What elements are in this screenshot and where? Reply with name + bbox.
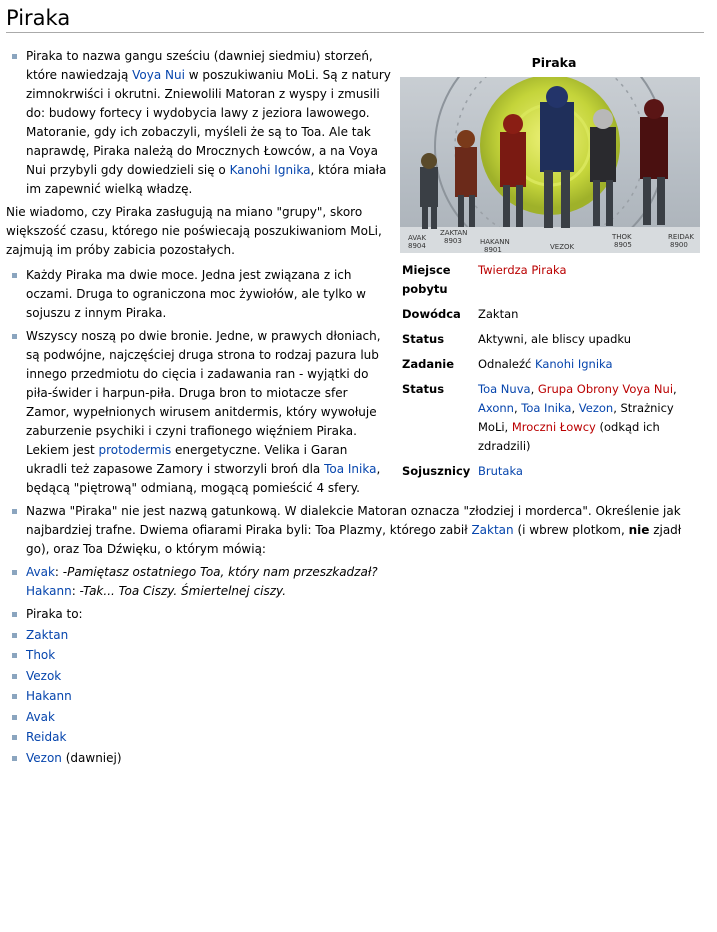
link[interactable]: Toa Inika [324, 462, 377, 476]
member-link[interactable]: Vezok [26, 668, 62, 683]
svg-text:8905: 8905 [614, 241, 632, 249]
quote-text: -Pamiętasz ostatniego Toa, który nam przeszkadzał? [62, 565, 378, 579]
link[interactable]: Brutaka [478, 464, 523, 478]
link[interactable]: Grupa Obrony Voya Nui [537, 382, 674, 396]
paragraph: Nie wiadomo, czy Piraka zasługują na miano "grupy", skoro większość czasu, którego nie poświecają poszukiwaniom MoLi, zajmują im próby zabicia pozostałych. [6, 205, 382, 257]
link[interactable]: Axonn [478, 401, 514, 415]
infobox-key: Zadanie [402, 357, 455, 371]
link[interactable]: Kanohi Ignika [229, 163, 311, 177]
list-item: Nazwa "Piraka" nie jest nazwą gatunkową. W dialekcie Matoran oznacza "złodziej i morderca". Określenie jak najbardziej trafne. Dwiema ofiarami Piraka byli: Toa Plazmy, którego zabił Zaktan (i wbrew plotkom, nie zjadł go), oraz Toa Dźwięku, o którym mówią: [6, 502, 706, 559]
infobox-key: Status [402, 332, 445, 346]
infobox-value: Toa Nuva, Grupa Obrony Voya Nui, Axonn, Toa Inika, Vezon, Strażnicy MoLi, Mroczni Łowcy (odkąd ich zdradzili) [478, 382, 677, 453]
member-item [6, 646, 706, 665]
bullet-list-1 [6, 47, 706, 199]
member-link[interactable]: Hakann [26, 689, 72, 703]
infobox-key: Status [402, 382, 445, 396]
quote-list [6, 563, 706, 601]
member-link[interactable]: Vezon [26, 750, 62, 765]
svg-text:THOK: THOK [612, 233, 632, 241]
member-item [6, 667, 706, 686]
link[interactable]: Voya Nui [132, 68, 185, 82]
svg-text:HAKANN: HAKANN [480, 238, 510, 246]
link[interactable]: Toa Inika [521, 401, 572, 415]
svg-text:8901: 8901 [484, 246, 502, 253]
link[interactable]: protodermis [98, 443, 172, 457]
svg-text:AVAK: AVAK [408, 234, 427, 242]
svg-text:REIDAK: REIDAK [668, 233, 694, 241]
svg-text:8904: 8904 [408, 242, 426, 250]
link[interactable]: Hakann [26, 584, 72, 598]
infobox-value: Aktywni, ale bliscy upadku [478, 332, 632, 346]
link[interactable]: Zaktan [471, 523, 514, 537]
infobox-key: Miejsce pobytu [402, 263, 451, 296]
infobox-key: Sojusznicy [402, 464, 471, 478]
svg-text:8903: 8903 [444, 237, 462, 245]
emphasis: nie [628, 523, 650, 537]
members-intro: Piraka to: [6, 605, 706, 624]
link[interactable]: Avak [26, 565, 55, 579]
member-item [6, 626, 706, 645]
link[interactable]: Twierdza Piraka [478, 263, 567, 277]
member-item [6, 687, 706, 706]
link[interactable]: Vezon [578, 401, 614, 415]
member-item [6, 708, 706, 727]
infobox-value: Odnaleźć Kanohi Ignika [478, 357, 613, 371]
svg-text:8900: 8900 [670, 241, 688, 249]
bullet-list-2 [6, 266, 706, 559]
member-item: Vezon (dawniej) [6, 749, 706, 768]
member-link[interactable]: Zaktan [26, 627, 69, 642]
svg-text:VEZOK: VEZOK [550, 243, 575, 251]
title-divider [6, 32, 704, 33]
svg-text:ZAKTAN: ZAKTAN [440, 229, 468, 237]
infobox-caption: Piraka [531, 55, 577, 70]
dialogue-quote: Avak: -Pamiętasz ostatniego Toa, który nam przeszkadzał? Hakann: -Tak... Toa Ciszy. Śmiertelnej ciszy. [6, 563, 706, 601]
member-link[interactable]: Reidak [26, 730, 67, 744]
member-link[interactable]: Avak [26, 709, 55, 724]
member-item [6, 728, 706, 747]
link[interactable]: Kanohi Ignika [534, 357, 613, 371]
member-link[interactable]: Thok [26, 648, 56, 662]
quote-text: -Tak... Toa Ciszy. Śmiertelnej ciszy. [79, 584, 287, 598]
list-item: Piraka to nazwa gangu sześciu (dawniej siedmiu) storzeń, które nawiedzają Voya Nui w poszukiwaniu MoLi. Są z natury zimnokrwiści i okrutni. Zniewolili Matoran z wyspy i zmusili do: budowy fortecy i wydobycia lawy z jeziora lawowego. Matoranie, gdy ich zobaczyli, myśleli że są to Toa. Ale tak naprawdę, Piraka należą do Mrocznych Łowców, a na Voya Nui przybyli gdy dowiedzieli się o Kanohi Ignika, która miała im zapewnić wielką władzę. [6, 47, 706, 199]
infobox-value: Zaktan [478, 307, 519, 321]
list-item: Wszyscy noszą po dwie bronie. Jedne, w prawych dłoniach, są podwójne, najczęściej druga strona to rodzaj pazura lub innego przedmiotu do cięcia i zadawania ran - wyjątki do piła-świder i harpun-piła. Druga bron to miotacze sfer Zamor, wypełnionych wirusem anitdermis, który wywołuje zaburzenie psychiki i czyni trafionego więźniem Piraka. Lekiem jest protodermis energetyczne. Velika i Garan ukradli też zapasowe Zamory i stworzyli broń dla Toa Inika, będącą "piętrową" odmianą, mogącą pomieścić 4 sfery. [6, 327, 706, 498]
link[interactable]: Mroczni Łowcy [511, 420, 596, 434]
list-item: Każdy Piraka ma dwie moce. Jedna jest związana z ich oczami. Druga to ograniczona moc żywiołów, ale tylko w sojuszu z innym Piraka. [6, 266, 706, 323]
article-content [6, 45, 706, 769]
infobox-key: Dowódca [402, 307, 461, 321]
members-list [6, 605, 706, 767]
link[interactable]: Toa Nuva [478, 382, 531, 396]
page-title: Piraka [6, 6, 71, 30]
